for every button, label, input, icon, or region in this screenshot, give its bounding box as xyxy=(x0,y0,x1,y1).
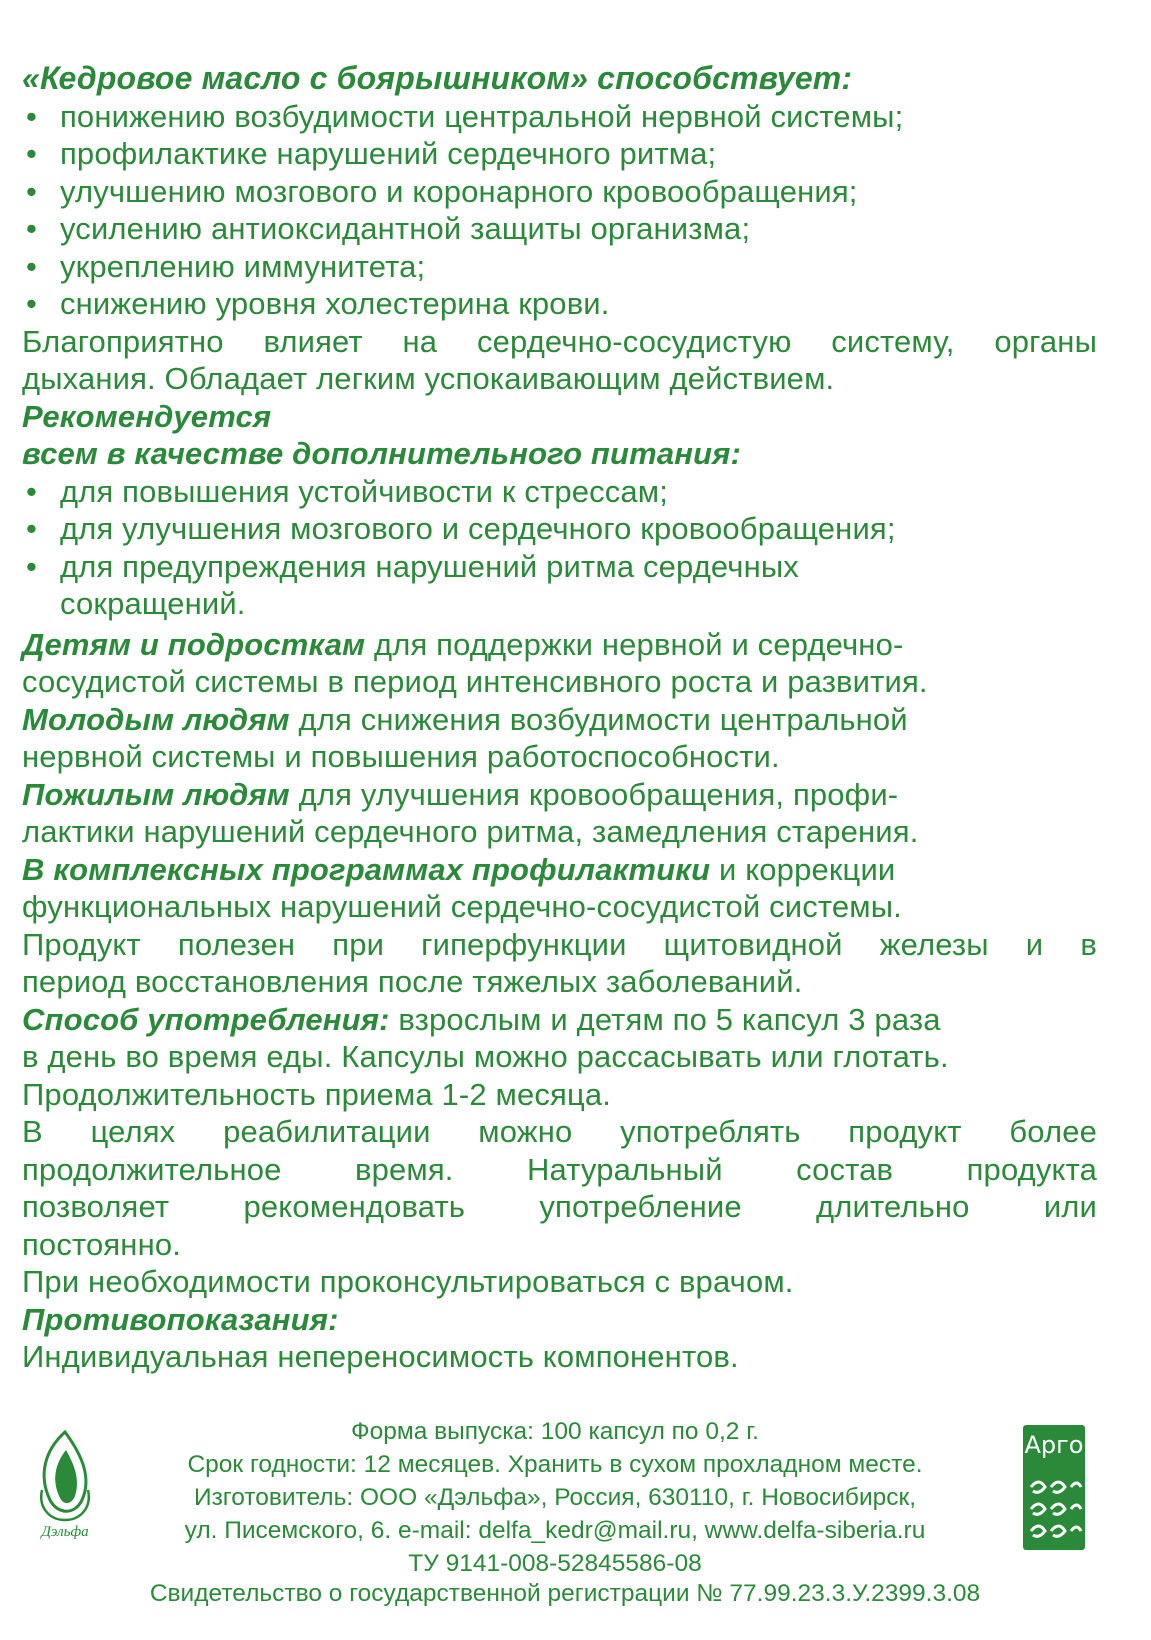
benefits-list xyxy=(22,98,1097,323)
rehab-text-line: постоянно. xyxy=(22,1226,181,1262)
rehab-text-line: позволяет рекомендовать употребление длительно или xyxy=(22,1189,1097,1224)
list-item: • снижению уровня холестерина крови. xyxy=(26,286,610,321)
list-item: • для улучшения мозгового и сердечного кровообращения; xyxy=(26,511,896,546)
list-item: • укреплению иммунитета; xyxy=(26,248,426,284)
rehab-text-line: продолжительное время. Натуральный состав продукта xyxy=(22,1151,1097,1187)
young-paragraph-line2: нервной системы и повышения работоспособности. xyxy=(22,739,780,774)
footer-certificate: Свидетельство о государственной регистрации № 77.99.23.3.У.2399.3.08 xyxy=(149,1580,981,1607)
effect-text-line: дыхания. Обладает легким успокаивающим действием. xyxy=(22,361,835,396)
footer-maker: Изготовитель: ООО «Дэльфа», Россия, 630110, г. Новосибирск, xyxy=(193,1484,917,1511)
complex-paragraph-line2: функциональных нарушений сердечно-сосудистой системы. xyxy=(22,889,902,924)
children-paragraph-line2: сосудистой системы в период интенсивного роста и развития. xyxy=(22,664,928,699)
effect-text-line: Благоприятно влияет на сердечно-сосудистую систему, органы xyxy=(22,323,1097,359)
children-paragraph: Детям и подросткам для поддержки нервной и сердечно- xyxy=(22,626,904,662)
rehab-text-line: В целях реабилитации можно употреблять продукт более xyxy=(22,1114,1097,1149)
leaflet-body xyxy=(22,60,1097,1376)
argo-logo xyxy=(1023,1425,1085,1550)
argo-logo-text: Арго xyxy=(1024,1431,1084,1459)
recommended-list xyxy=(22,473,1097,623)
contraindications-text: Индивидуальная непереносимость компонентов. xyxy=(22,1339,739,1374)
elderly-paragraph: Пожилым людям для улучшения кровообращения, профи- xyxy=(22,776,899,812)
recommended-subheading: всем в качестве дополнительного питания: xyxy=(22,436,742,471)
list-item: • для повышения устойчивости к стрессам; xyxy=(26,473,669,509)
elderly-label: Пожилым людям xyxy=(22,776,290,812)
young-paragraph: Молодым людям для снижения возбудимости центральной xyxy=(22,701,908,737)
consult-text: При необходимости проконсультироваться с врачом. xyxy=(22,1264,794,1299)
svg-text:Дэльфа: Дэльфа xyxy=(41,1524,89,1540)
main-heading: «Кедровое масло с боярышником» способствует: xyxy=(22,60,853,96)
footer-form: Форма выпуска: 100 капсул по 0,2 г. xyxy=(351,1418,759,1445)
wave-icon xyxy=(1023,1425,1085,1550)
thyroid-text-line: период восстановления после тяжелых заболеваний. xyxy=(22,964,803,999)
usage-label: Способ употребления: xyxy=(22,1001,390,1037)
thyroid-text-line: Продукт полезен при гиперфункции щитовидной железы и в xyxy=(22,926,1097,962)
list-item: • усилению антиоксидантной защиты организма; xyxy=(26,211,751,246)
usage-paragraph: Способ употребления: взрослым и детям по 5 капсул 3 раза xyxy=(22,1001,941,1037)
contraindications-heading: Противопоказания: xyxy=(22,1301,339,1337)
list-item: • профилактике нарушений сердечного ритма; xyxy=(26,136,717,171)
young-label: Молодым людям xyxy=(22,701,290,737)
elderly-paragraph-line2: лактики нарушений сердечного ритма, замедления старения. xyxy=(22,814,919,849)
footer xyxy=(0,1415,1151,1625)
usage-paragraph-line2: в день во время еды. Капсулы можно рассасывать или глотать. xyxy=(22,1039,949,1074)
list-item: • понижению возбудимости центральной нервной системы; xyxy=(26,98,904,134)
list-item: • для предупреждения нарушений ритма сердечных сокращений. xyxy=(26,548,799,621)
footer-tu: ТУ 9141-008-52845586-08 xyxy=(408,1550,702,1577)
recommended-heading: Рекомендуется xyxy=(22,398,272,434)
footer-info xyxy=(90,1415,1020,1580)
footer-address: ул. Писемского, 6. e-mail: delfa_kedr@mail.ru, www.delfa-siberia.ru xyxy=(184,1517,926,1544)
complex-paragraph: В комплексных программах профилактики и коррекции xyxy=(22,851,896,887)
footer-storage: Срок годности: 12 месяцев. Хранить в сухом прохладном месте. xyxy=(187,1451,923,1478)
usage-paragraph-line3: Продолжительность приема 1-2 месяца. xyxy=(22,1076,612,1112)
list-item: • улучшению мозгового и коронарного кровообращения; xyxy=(26,173,858,209)
complex-label: В комплексных программах профилактики xyxy=(22,851,711,887)
children-label: Детям и подросткам xyxy=(22,626,366,662)
